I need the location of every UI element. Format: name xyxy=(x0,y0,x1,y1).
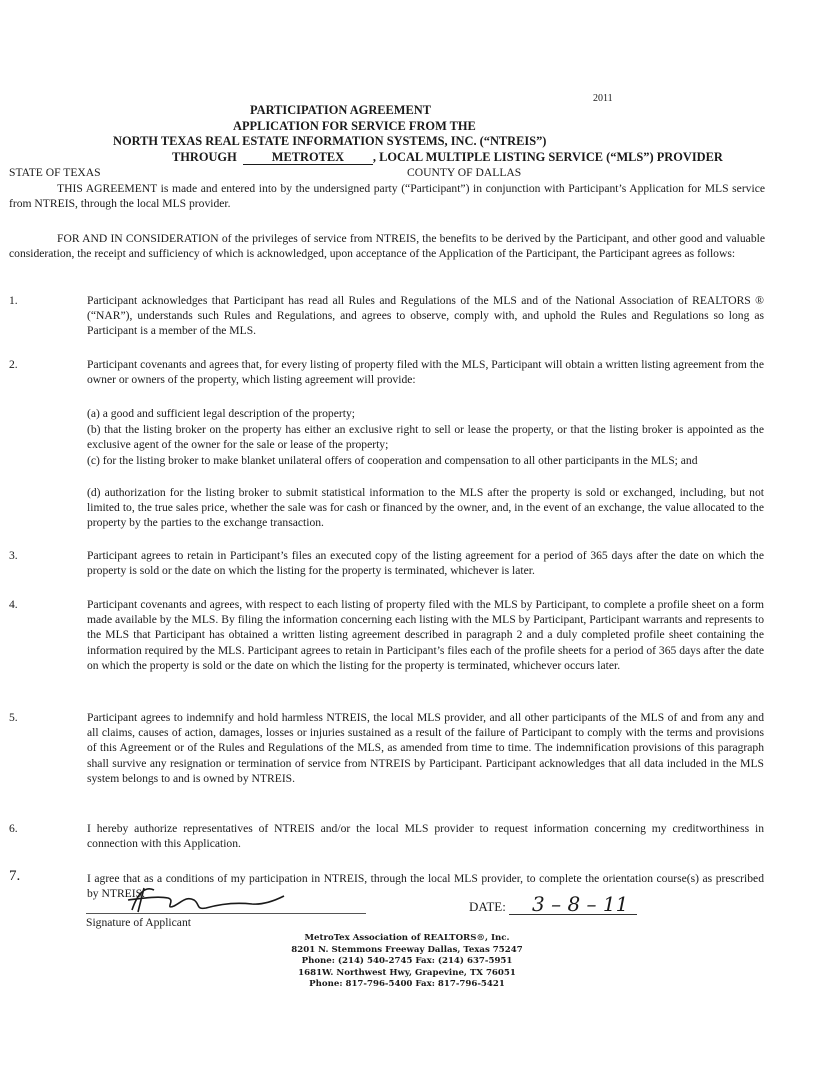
item-number-2: 2. xyxy=(9,358,18,371)
title-ntreis: NORTH TEXAS REAL ESTATE INFORMATION SYSTEMS, INC. (“NTREIS”) xyxy=(113,134,547,148)
item-text-5: Participant agrees to indemnify and hold harmless NTREIS, the local MLS provider, and all other participants of the MLS of and from any and all claims, causes of action, damages, losses or injuries sustained as a result of the failure of Participant to comply with the terms and provisions of this Agreement or of the Rules and Regulations of the MLS, as amended from time to time. The indemnification provisions of this paragraph shall survive any resignation or termination of service from NTREIS by Participant. Participant acknowledges that all data included in the MLS system belongs to and is owned by NTREIS. xyxy=(87,711,764,785)
date-value: 3 – 8 – 11 xyxy=(532,892,629,916)
item-2-sub-a: (a) a good and sufficient legal description of the property; xyxy=(87,407,355,420)
item-text-7: I agree that as a conditions of my participation in NTREIS, through the local MLS provider, to complete the orientation course(s) as prescribed by NTREIS. xyxy=(87,872,764,901)
title-application: APPLICATION FOR SERVICE FROM THE xyxy=(233,119,476,133)
form-year: 2011 xyxy=(593,93,613,104)
item-text-1: Participant acknowledges that Participant has read all Rules and Regulations of the MLS and of the National Association of REALTORS ® (“NAR”), understands such Rules and Regulations, and agrees to observe, comply with, and uphold the Rules and Regulations so long as Participant is a member of the MLS. xyxy=(87,294,764,338)
state-label: STATE OF TEXAS xyxy=(9,166,101,179)
intro-paragraph: THIS AGREEMENT is made and entered into by the undersigned party (“Participant”) in conjunction with Participant’s Application for MLS service from NTREIS, through the local MLS provider. xyxy=(9,182,765,211)
signature-label: Signature of Applicant xyxy=(86,916,191,929)
item-2-sub-b: (b) that the listing broker on the property has either an exclusive right to sell or lease the property, or that the listing broker is appointed as the exclusive agent of the owner for the sale or lease of the property; xyxy=(87,423,764,452)
provider-suffix: , LOCAL MULTIPLE LISTING SERVICE (“MLS”) PROVIDER xyxy=(372,150,723,164)
footer-address-block xyxy=(257,933,557,991)
provider-name-field[interactable]: METROTEX xyxy=(243,151,373,165)
date-handwritten[interactable] xyxy=(530,889,640,917)
item-number-6: 6. xyxy=(9,822,18,835)
item-2-sub-c: (c) for the listing broker to make blanket unilateral offers of cooperation and compensation to all other participants in the MLS; and xyxy=(87,454,698,467)
item-text-3: Participant agrees to retain in Participant’s files an executed copy of the listing agreement for a period of 365 days after the date on which the property is sold or the date on which the listing for the property is terminated, whichever is later. xyxy=(87,549,764,578)
consideration-paragraph: FOR AND IN CONSIDERATION of the privileges of service from NTREIS, the benefits to be derived by the Participant, and other good and valuable consideration, the receipt and sufficiency of which is acknowledged, upon acceptance of the Application of the Participant, the Participant agrees as follows: xyxy=(9,232,765,261)
item-number-5: 5. xyxy=(9,711,18,724)
item-number-3: 3. xyxy=(9,549,18,562)
item-number-1: 1. xyxy=(9,294,18,307)
item-text-6: I hereby authorize representatives of NTREIS and/or the local MLS provider to request information concerning my creditworthiness in connection with this Application. xyxy=(87,822,764,851)
item-text-4: Participant covenants and agrees, with respect to each listing of property filed with the MLS by Participant, to complete a profile sheet on a form made available by the MLS. By filing the information concerning each listing with the MLS by Participant, Participant warrants and represents to the MLS that Participant has obtained a written listing agreement described in paragraph 2 and a duly completed profile sheet containing the information required by the MLS. Participant agrees to retain in Participant’s files each of the profile sheets for a period of 365 days after the date on which the property is sold or the date on which the listing for the property is terminated, whichever occurs later. xyxy=(87,598,764,672)
footer-line-3: Phone: (214) 540-2745 Fax: (214) 637-5951 xyxy=(301,956,513,967)
footer-line-4: 1681W. Northwest Hwy, Grapevine, TX 76051 xyxy=(298,967,516,978)
footer-line-1: MetroTex Association of REALTORS®, Inc. xyxy=(304,933,510,943)
footer-line-2: 8201 N. Stemmons Freeway Dallas, Texas 75247 xyxy=(291,944,523,955)
signature-line xyxy=(86,913,366,914)
item-2-sub-d: (d) authorization for the listing broker to submit statistical information to the MLS after the property is sold or exchanged, including, but not limited to, the true sales price, whether the sale was for cash or financed by the owner, and, in the event of an exchange, the value allocated to the property by the parties to the exchange transaction. xyxy=(87,486,764,530)
title-through-provider xyxy=(172,150,723,165)
date-label: DATE: xyxy=(469,899,506,914)
item-number-7: 7. xyxy=(9,868,21,884)
county-label: COUNTY OF DALLAS xyxy=(407,166,522,179)
title-participation-agreement: PARTICIPATION AGREEMENT xyxy=(250,103,431,117)
footer-line-5: Phone: 817-796-5400 Fax: 817-796-5421 xyxy=(309,979,505,990)
item-text-2: Participant covenants and agrees that, for every listing of property filed with the MLS, Participant will obtain a written listing agreement from the owner or owners of the property, which listing agreement will provide: xyxy=(87,358,764,387)
item-number-4: 4. xyxy=(9,598,18,611)
through-label: THROUGH xyxy=(172,150,237,164)
